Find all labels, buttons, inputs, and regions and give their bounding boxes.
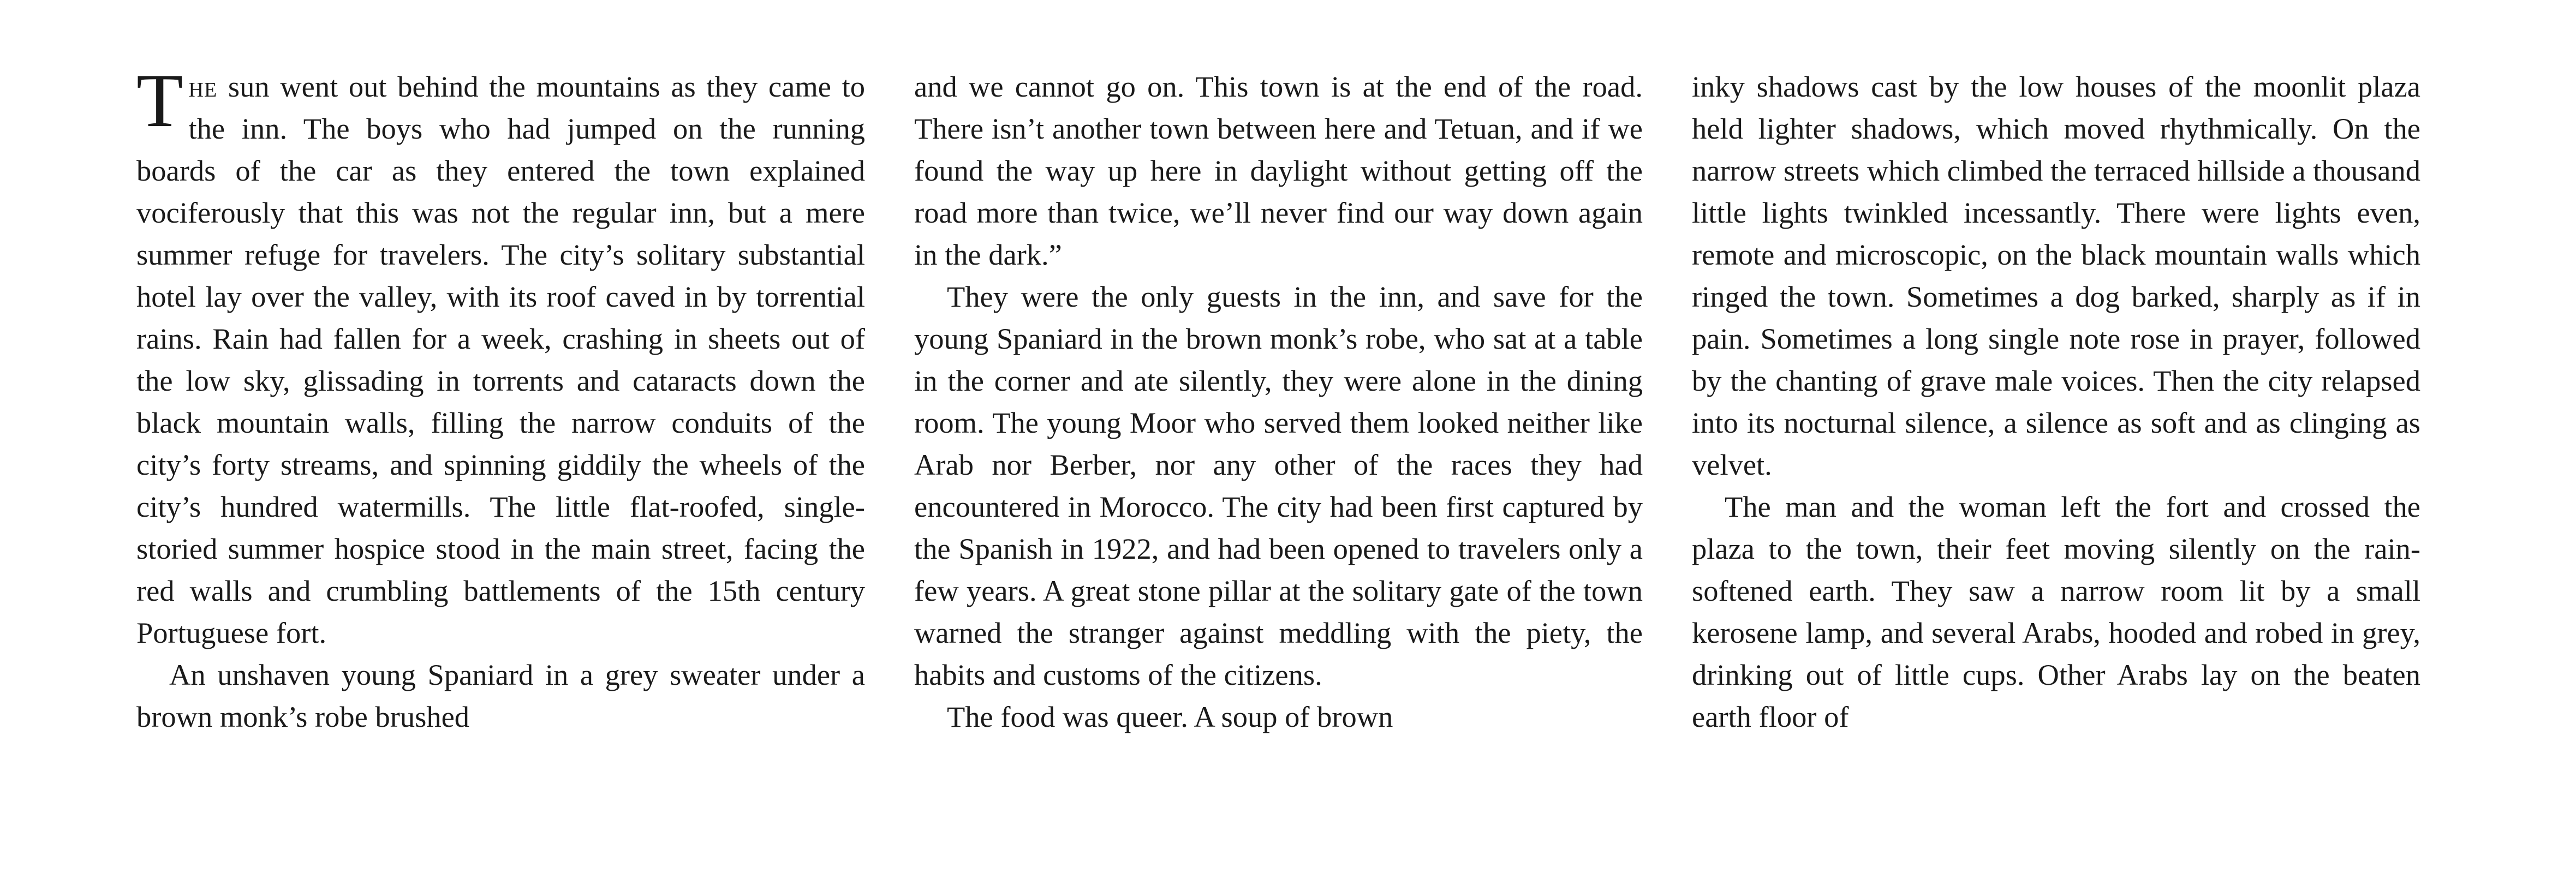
paragraph: and we cannot go on. This town is at the end of the road. There isn’t another town between here and Tetuan, and if we found the way up here in daylight without getting off the road more than twice, we’ll never find our way down again in the dark.” bbox=[914, 70, 1643, 271]
text-column-1 bbox=[136, 58, 865, 738]
text-column-2 bbox=[914, 65, 1643, 738]
paragraph: inky shadows cast by the low houses of the moonlit plaza held lighter shadows, which moved rhythmically. On the narrow streets which climbed the terraced hillside a thousand little lights twinkled incessantly. There were lights even, remote and microscopic, on the black mountain walls which ringed the town. Sometimes a dog barked, sharply as if in pain. Sometimes a long single note rose in prayer, followed by the chanting of grave male voices. Then the city relapsed into its nocturnal silence, a silence as soft and as clinging as velvet. bbox=[1692, 70, 2420, 481]
paragraph: The food was queer. A soup of brown bbox=[947, 700, 1393, 733]
text-column-3 bbox=[1692, 65, 2420, 738]
drop-cap: T bbox=[136, 58, 183, 143]
opening-small-caps: he bbox=[188, 70, 218, 103]
paragraph bbox=[136, 58, 865, 654]
paragraph-text: sun went out behind the mountains as they came to the inn. The boys who had jumped on the running boards of the car as they entered the town explained vociferously that this was not the regular inn, but a mere summer refuge for travelers. The city’s solitary substantial hotel lay over the valley, with its roof caved in by torrential rains. Rain had fallen for a week, crashing in sheets out of the low sky, glissading in torrents and cataracts down the black mountain walls, filling the narrow conduits of the city’s forty streams, and spinning giddily the wheels of the city’s hundred watermills. The little flat-roofed, single-storied summer hospice stood in the main street, facing the red walls and crumbling battlements of the 15th century Portuguese fort. bbox=[136, 70, 865, 649]
running-head bbox=[1255, 0, 1392, 4]
paragraph: An unshaven young Spaniard in a grey sweater under a brown monk’s robe brushed bbox=[136, 658, 865, 733]
paragraph: The man and the woman left the fort and crossed the plaza to the town, their feet moving silently on the rain-softened earth. They saw a narrow room lit by a small kerosene lamp, and several Arabs, hooded and robed in grey, drinking out of little cups. Other Arabs lay on the beaten earth floor of bbox=[1692, 490, 2420, 733]
paragraph: They were the only guests in the inn, and save for the young Spaniard in the brown monk’s robe, who sat at a table in the corner and ate silently, they were alone in the dining room. The young Moor who served them looked neither like Arab nor Berber, nor any other of the races they had encountered in Morocco. The city had been first captured by the Spanish in 1922, and had been opened to travelers only a few years. A great stone pillar at the solitary gate of the town warned the stranger against meddling with the piety, the habits and customs of the citizens. bbox=[914, 280, 1643, 691]
